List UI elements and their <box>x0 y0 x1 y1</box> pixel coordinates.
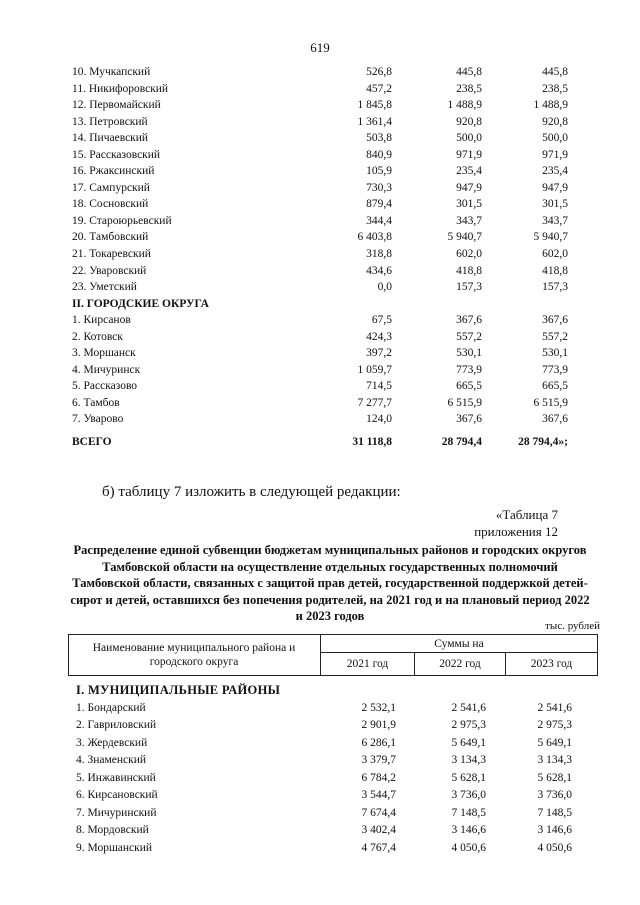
row-name: 17. Сампурский <box>72 181 150 194</box>
value-2023: 665,5 <box>542 380 568 393</box>
value-2021: 105,9 <box>366 165 392 178</box>
table-row <box>72 163 592 180</box>
value-2021: 434,6 <box>366 264 392 277</box>
table-row <box>72 345 592 362</box>
value-2022: 665,5 <box>456 380 482 393</box>
value-2023: 157,3 <box>542 281 568 294</box>
table-ref-line-1: «Таблица 7 <box>495 507 558 522</box>
value-2021: 2 532,1 <box>361 701 396 714</box>
header-border-left <box>68 634 69 676</box>
value-2022: 418,8 <box>456 264 482 277</box>
header-sums: Суммы на <box>434 637 484 650</box>
table-row <box>72 279 592 296</box>
row-name: 1. Бондарский <box>76 701 146 714</box>
value-2023: 235,4 <box>542 165 568 178</box>
table-row <box>72 411 592 428</box>
table-row <box>72 147 592 164</box>
row-name: 8. Мордовский <box>76 824 149 836</box>
table-row <box>72 329 592 346</box>
value-2022: 3 146,6 <box>451 824 486 836</box>
value-2023: 367,6 <box>542 314 568 327</box>
value-2022: 367,6 <box>456 314 482 327</box>
total-row <box>72 434 592 451</box>
value-2021: 397,2 <box>366 347 392 360</box>
section-heading-districts <box>76 682 596 700</box>
value-2022: 500,0 <box>456 132 482 145</box>
row-name: 9. Моршанский <box>76 841 153 854</box>
row-name: 4. Мичуринск <box>72 363 141 376</box>
table-row <box>72 246 592 263</box>
value-2023: 445,8 <box>542 66 568 78</box>
table-row <box>76 770 596 788</box>
table-row <box>76 787 596 805</box>
table-row <box>76 735 596 753</box>
table-row <box>72 114 592 131</box>
value-2022: 1 488,9 <box>447 99 482 112</box>
table-row <box>72 362 592 379</box>
value-2021: 6 784,2 <box>361 771 396 784</box>
header-border-right <box>597 634 598 676</box>
value-2022: 602,0 <box>456 248 482 261</box>
value-2021: 879,4 <box>366 198 392 211</box>
value-2023: 5 649,1 <box>537 736 572 749</box>
row-name: 5. Инжавинский <box>76 771 156 784</box>
value-2023: 1 488,9 <box>533 99 568 112</box>
row-name: 11. Никифоровский <box>72 82 169 95</box>
value-2022: 367,6 <box>456 413 482 426</box>
value-2021: 6 403,8 <box>357 231 392 244</box>
row-name: 10. Мучкапский <box>72 66 151 78</box>
value-2023: 920,8 <box>542 115 568 128</box>
value-2021: 1 845,8 <box>357 99 392 112</box>
value-2023: 418,8 <box>542 264 568 277</box>
value-2021: 0,0 <box>377 281 392 294</box>
row-name: 14. Пичаевский <box>72 132 149 145</box>
table-row <box>72 81 592 98</box>
value-2022: 157,3 <box>456 281 482 294</box>
header-year-2023: 2023 год <box>530 658 573 670</box>
value-2021: 730,3 <box>366 181 392 194</box>
table-row <box>72 312 592 329</box>
table-row <box>76 752 596 770</box>
header-year-2021: 2021 год <box>346 658 389 670</box>
value-2021: 714,5 <box>366 380 392 393</box>
table-row <box>72 97 592 114</box>
section-title: II. ГОРОДСКИЕ ОКРУГА <box>72 297 209 310</box>
section-title: I. МУНИЦИПАЛЬНЫЕ РАЙОНЫ <box>76 683 281 697</box>
header-year-2022: 2022 год <box>439 658 481 670</box>
value-2023: 367,6 <box>542 413 568 426</box>
table-row <box>76 822 596 840</box>
value-2022: 301,5 <box>456 198 482 211</box>
value-2021: 840,9 <box>366 148 392 161</box>
value-2023: 3 146,6 <box>537 824 572 836</box>
row-name: ВСЕГО <box>72 436 112 449</box>
value-2022: 557,2 <box>456 330 482 343</box>
row-name: 15. Рассказовский <box>72 148 161 161</box>
row-name: 23. Уметский <box>72 281 137 294</box>
table-row <box>72 263 592 280</box>
value-2022: 2 541,6 <box>451 701 486 714</box>
table-row <box>72 180 592 197</box>
value-2021: 31 118,8 <box>352 436 392 449</box>
value-2023: 530,1 <box>542 347 568 360</box>
row-name: 18. Сосновский <box>72 198 149 211</box>
value-2023: 947,9 <box>542 181 568 194</box>
value-2021: 424,3 <box>366 330 392 343</box>
value-2022: 773,9 <box>456 363 482 376</box>
table-row <box>72 395 592 412</box>
value-2022: 343,7 <box>456 214 482 227</box>
value-2023: 2 541,6 <box>537 701 572 714</box>
value-2021: 2 901,9 <box>361 719 396 731</box>
value-2021: 3 402,4 <box>361 824 396 836</box>
table-row <box>72 64 592 81</box>
table-row <box>72 213 592 230</box>
header-border-bottom <box>68 675 598 676</box>
row-name: 21. Токаревский <box>72 248 151 261</box>
value-2023: 3 134,3 <box>537 754 572 766</box>
value-2021: 7 277,7 <box>357 396 392 409</box>
table-row <box>76 717 596 735</box>
value-2021: 3 544,7 <box>361 789 396 801</box>
value-2023: 7 148,5 <box>537 806 572 819</box>
value-2021: 318,8 <box>366 248 392 261</box>
table-reference <box>474 506 558 540</box>
row-name: 2. Гавриловский <box>76 719 157 731</box>
value-2022: 5 649,1 <box>451 736 486 749</box>
value-2022: 5 940,7 <box>447 231 482 244</box>
value-2022: 7 148,5 <box>451 806 486 819</box>
table-caption: Распределение единой субвенции бюджетам муниципальных районов и городских округов Тамбовской области на осуществление отдельных государственных полномочий Тамбовской области, связанных с защитой прав детей, государственной поддержкой детей-сирот и детей, оставшихся без попечения родителей, на 2021 год и на плановый период 2022 и 2023 годов <box>70 543 590 623</box>
value-2023: 971,9 <box>542 148 568 161</box>
value-2022: 235,4 <box>456 165 482 178</box>
district-rows <box>76 700 596 858</box>
row-name: 6. Тамбов <box>72 396 120 409</box>
value-2022: 947,9 <box>456 181 482 194</box>
value-2021: 526,8 <box>366 66 392 78</box>
row-name: 13. Петровский <box>72 115 148 128</box>
value-2022: 920,8 <box>456 115 482 128</box>
value-2022: 3 736,0 <box>451 789 486 801</box>
value-2023: 6 515,9 <box>533 396 568 409</box>
value-2023: 5 628,1 <box>537 771 572 784</box>
new-table-body <box>76 682 596 857</box>
value-2023: 343,7 <box>542 214 568 227</box>
row-name: 12. Первомайский <box>72 99 161 112</box>
row-name: 5. Рассказово <box>72 380 138 393</box>
row-name: 7. Уварово <box>72 413 124 426</box>
row-name: 6. Кирсановский <box>76 789 158 801</box>
value-2022: 238,5 <box>456 82 482 95</box>
value-2021: 457,2 <box>366 82 392 95</box>
value-2023: 602,0 <box>542 248 568 261</box>
value-2023: 773,9 <box>542 363 568 376</box>
row-name: 16. Ржаксинский <box>72 165 155 178</box>
district-rows <box>72 64 592 296</box>
value-2023: 28 794,4»; <box>518 436 568 449</box>
table-row <box>72 229 592 246</box>
table-row <box>72 196 592 213</box>
value-2021: 67,5 <box>371 314 392 327</box>
table-ref-line-2: приложения 12 <box>474 524 558 539</box>
units-label: тыс. рублей <box>545 620 600 632</box>
value-2023: 301,5 <box>542 198 568 211</box>
row-name: 3. Жердевский <box>76 736 148 749</box>
value-2022: 5 628,1 <box>451 771 486 784</box>
value-2023: 2 975,3 <box>537 719 572 731</box>
table-row <box>76 805 596 823</box>
row-name: 1. Кирсанов <box>72 314 131 327</box>
value-2021: 503,8 <box>366 132 392 145</box>
table-row <box>72 130 592 147</box>
row-name: 22. Уваровский <box>72 264 147 277</box>
value-2022: 28 794,4 <box>441 436 482 449</box>
row-name: 20. Тамбовский <box>72 231 149 244</box>
row-name: 2. Котовск <box>72 330 123 343</box>
row-name: 7. Мичуринский <box>76 806 157 819</box>
value-2021: 7 674,4 <box>361 806 396 819</box>
table-row <box>76 700 596 718</box>
row-name: 19. Староюрьевский <box>72 214 172 227</box>
value-2022: 2 975,3 <box>451 719 486 731</box>
value-2021: 3 379,7 <box>361 754 396 766</box>
table-header <box>68 634 598 676</box>
value-2022: 3 134,3 <box>451 754 486 766</box>
value-2021: 344,4 <box>366 214 392 227</box>
value-2021: 6 286,1 <box>361 736 396 749</box>
table-row <box>76 840 596 858</box>
city-rows <box>72 312 592 428</box>
value-2021: 1 059,7 <box>357 363 392 376</box>
value-2023: 5 940,7 <box>533 231 568 244</box>
value-2023: 3 736,0 <box>537 789 572 801</box>
value-2022: 530,1 <box>456 347 482 360</box>
value-2023: 238,5 <box>542 82 568 95</box>
value-2022: 445,8 <box>456 66 482 78</box>
continued-table <box>72 64 592 451</box>
value-2021: 124,0 <box>366 413 392 426</box>
value-2023: 557,2 <box>542 330 568 343</box>
value-2021: 4 767,4 <box>361 841 396 854</box>
value-2022: 4 050,6 <box>451 841 486 854</box>
page-number: 619 <box>310 40 330 55</box>
row-name: 3. Моршанск <box>72 347 136 360</box>
row-name: 4. Знаменский <box>76 754 147 766</box>
value-2021: 1 361,4 <box>357 115 392 128</box>
table-row <box>72 378 592 395</box>
section-heading-cities <box>72 296 592 313</box>
value-2022: 971,9 <box>456 148 482 161</box>
value-2023: 500,0 <box>542 132 568 145</box>
instruction-text: б) таблицу 7 изложить в следующей редакции: <box>102 484 401 500</box>
value-2023: 4 050,6 <box>537 841 572 854</box>
header-name-column: Наименование муниципального района и городского округа <box>92 642 296 668</box>
value-2022: 6 515,9 <box>447 396 482 409</box>
